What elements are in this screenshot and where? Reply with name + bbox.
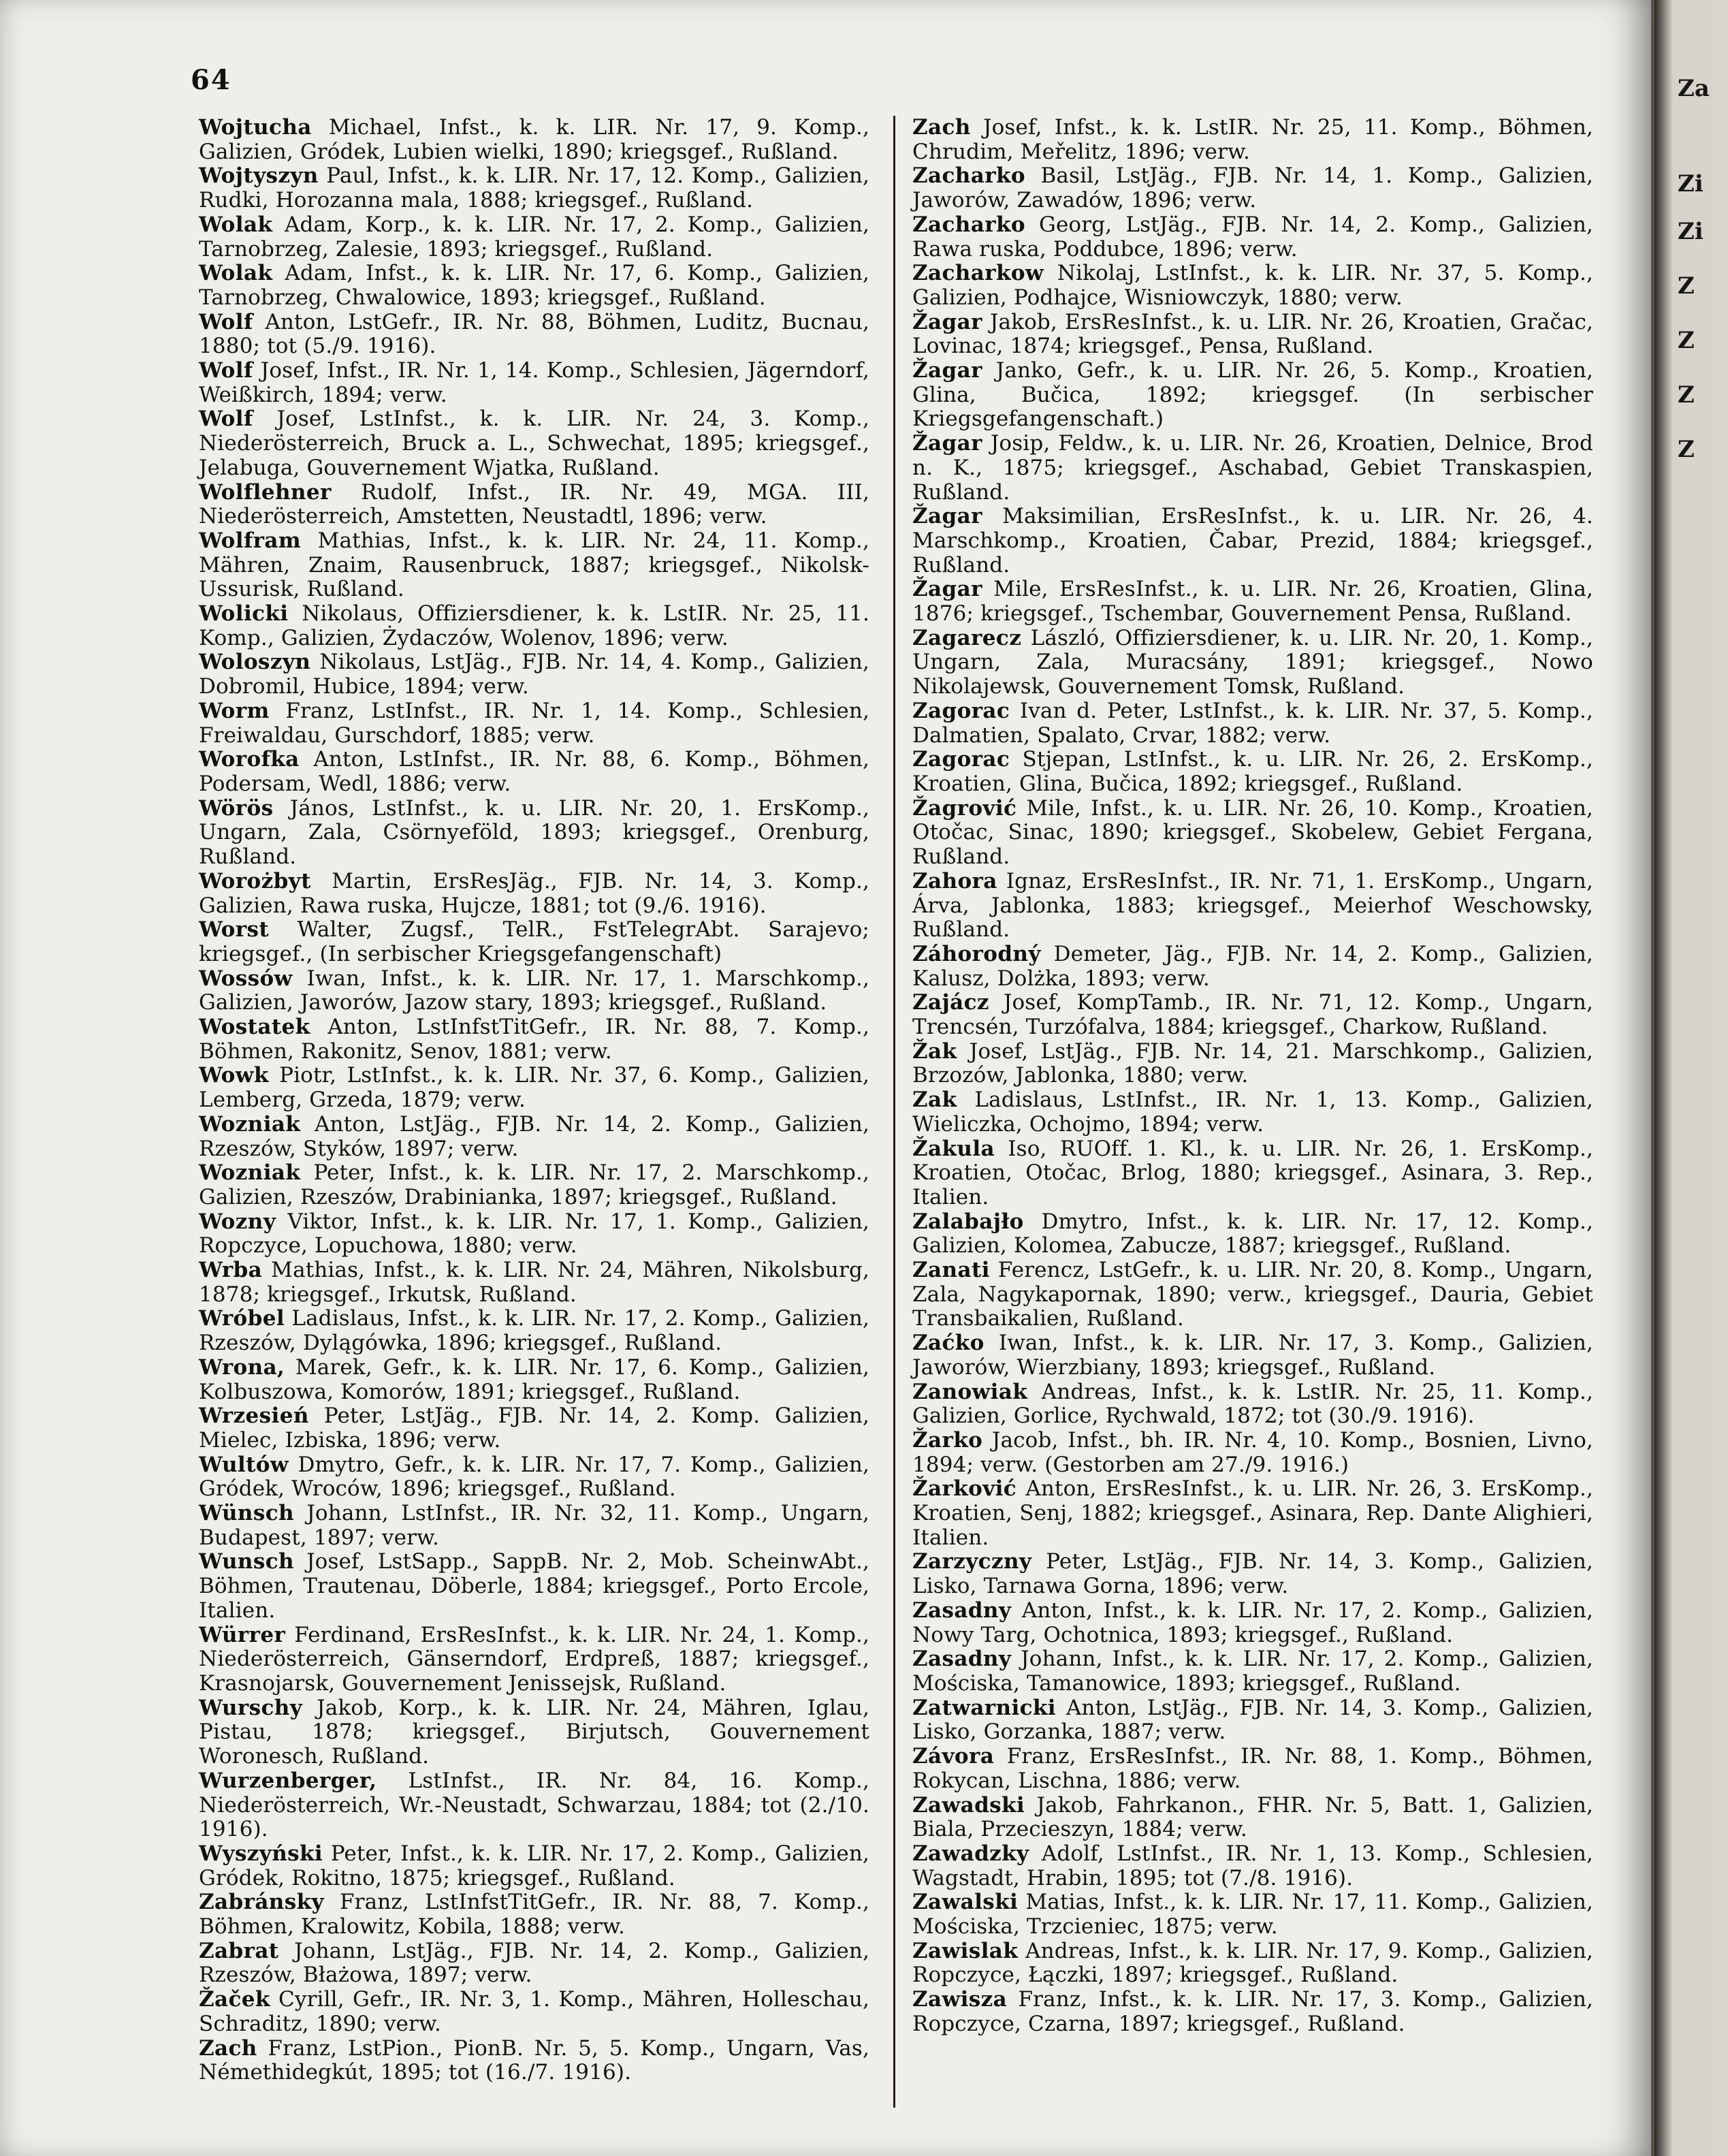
- register-entry: [199, 1939, 869, 1988]
- register-entry: [199, 699, 869, 748]
- entry-details: Demeter, Jäg., FJB. Nr. 14, 2. Komp., Galizien, Kalusz, Dolżka, 1893; verw.: [912, 941, 1593, 991]
- entry-surname: Zacharko: [912, 212, 1025, 237]
- entry-surname: Žakula: [912, 1136, 995, 1161]
- entry-details: Jacob, Infst., bh. IR. Nr. 4, 10. Komp., Bosnien, Livno, 1894; verw. (Gestorben am 27./9. 1916.): [912, 1427, 1593, 1477]
- register-entry: [912, 1137, 1593, 1210]
- register-entry: [912, 1088, 1593, 1137]
- adjacent-page-letter: Za: [1678, 75, 1710, 102]
- entry-surname: Zawadzky: [912, 1841, 1029, 1866]
- entry-surname: Wrzesień: [199, 1404, 309, 1429]
- register-entry: [199, 1015, 869, 1064]
- register-entry: [199, 481, 869, 529]
- entry-details: Iwan, Infst., k. k. LIR. Nr. 17, 1. Marschkomp., Galizien, Jaworów, Jazow stary, 1893; kriegsgef., Rußland.: [199, 966, 869, 1015]
- register-entry: [912, 432, 1593, 505]
- entry-details: Franz, LstInfst., IR. Nr. 1, 14. Komp., Schlesien, Freiwaldau, Gurschdorf, 1885; verw.: [199, 698, 869, 748]
- entry-surname: Wozniak: [199, 1111, 301, 1137]
- register-entry: [199, 407, 869, 480]
- entry-surname: Zach: [199, 2035, 257, 2061]
- adjacent-page-edge: [1654, 0, 1728, 2156]
- adjacent-page-letter: Zi: [1678, 170, 1703, 197]
- entry-details: Franz, LstPion., PionB. Nr. 5, 5. Komp., Ungarn, Vas, Némethidegkút, 1895; tot (16./7. 1916).: [199, 2035, 869, 2085]
- entry-details: Janko, Gefr., k. u. LIR. Nr. 26, 5. Komp., Kroatien, Glina, Bučica, 1892; kriegsgef. (In serbischer Kriegsgefangenschaft.): [912, 358, 1593, 432]
- register-entry: [912, 505, 1593, 577]
- entry-surname: Zawalski: [912, 1890, 1019, 1915]
- entry-surname: Zabránsky: [199, 1890, 324, 1915]
- entry-details: Mathias, Infst., k. k. LIR. Nr. 24, Mähren, Nikolsburg, 1878; kriegsgef., Irkutsk, Rußland.: [199, 1258, 869, 1307]
- register-entry: [199, 748, 869, 796]
- entry-details: Anton, Infst., k. k. LIR. Nr. 17, 2. Komp., Galizien, Nowy Targ, Ochotnica, 1893; kriegsgef., Rußland.: [912, 1598, 1593, 1647]
- entry-surname: Worst: [199, 917, 270, 942]
- entry-surname: Zarzyczny: [912, 1549, 1032, 1574]
- entry-surname: Wojtyszyn: [199, 163, 319, 189]
- entry-surname: Wurschy: [199, 1695, 303, 1720]
- register-entry: [199, 1064, 869, 1112]
- entry-details: Martin, ErsResJäg., FJB. Nr. 14, 3. Komp., Galizien, Rawa ruska, Hujcze, 1881; tot (9./6. 1916).: [199, 868, 869, 918]
- register-entry: [199, 1623, 869, 1696]
- entry-details: Mathias, Infst., k. k. LIR. Nr. 24, 11. Komp., Mähren, Znaim, Rausenbruck, 1887; kriegsgef., Nikolsk-Ussurisk, Rußland.: [199, 528, 869, 602]
- register-entry: [912, 797, 1593, 870]
- register-entry: [199, 1502, 869, 1550]
- register-entry: [199, 1988, 869, 2036]
- entry-surname: Wolf: [199, 309, 253, 334]
- entry-details: LstInfst., IR. Nr. 84, 16. Komp., Niederösterreich, Wr.-Neustadt, Schwarzau, 1884; tot (2./10. 1916).: [199, 1768, 869, 1842]
- entry-details: Peter, Infst., k. k. LIR. Nr. 17, 2. Marschkomp., Galizien, Rzeszów, Drabinianka, 1897; kriegsgef., Rußland.: [199, 1160, 869, 1209]
- register-entry: [912, 577, 1593, 626]
- entry-surname: Zak: [912, 1088, 957, 1113]
- register-entry: [912, 116, 1593, 164]
- entry-details: Josef, KompTamb., IR. Nr. 71, 12. Komp., Ungarn, Trencsén, Turzófalva, 1884; kriegsgef., Charkow, Rußland.: [912, 990, 1593, 1040]
- entry-details: Georg, LstJäg., FJB. Nr. 14, 2. Komp., Galizien, Rawa ruska, Poddubce, 1896; verw.: [912, 212, 1593, 261]
- register-entry: [199, 1550, 869, 1623]
- entry-surname: Wróbel: [199, 1306, 285, 1331]
- entry-details: Ladislaus, Infst., k. k. LIR. Nr. 17, 2. Komp., Galizien, Rzeszów, Dylągówka, 1896; kriegsgef., Rußland.: [199, 1306, 869, 1356]
- register-entry: [199, 1356, 869, 1404]
- register-entry: [912, 164, 1593, 212]
- register-entry: [199, 311, 869, 359]
- register-entry: [199, 1258, 869, 1307]
- entry-surname: Zagorac: [912, 698, 1010, 723]
- entry-surname: Wostatek: [199, 1015, 310, 1040]
- register-entry: [912, 359, 1593, 432]
- entry-details: Marek, Gefr., k. k. LIR. Nr. 17, 6. Komp., Galizien, Kolbuszowa, Komorów, 1891; kriegsgef., Rußland.: [199, 1354, 869, 1404]
- entry-details: Viktor, Infst., k. k. LIR. Nr. 17, 1. Komp., Galizien, Ropczyce, Lopuchowa, 1880; verw.: [199, 1209, 869, 1258]
- entry-surname: Žagar: [912, 309, 982, 334]
- entry-surname: Wünsch: [199, 1501, 294, 1526]
- entry-surname: Zasadny: [912, 1647, 1012, 1672]
- entry-details: Jakob, Fahrkanon., FHR. Nr. 5, Batt. 1, Galizien, Biala, Przecieszyn, 1884; verw.: [912, 1792, 1593, 1842]
- entry-surname: Zabrat: [199, 1938, 279, 1963]
- entry-details: Andreas, Infst., k. k. LIR. Nr. 17, 9. Komp., Galizien, Ropczyce, Łączki, 1897; kriegsgef., Rußland.: [912, 1938, 1593, 1988]
- entry-details: Jakob, ErsResInfst., k. u. LIR. Nr. 26, Kroatien, Gračac, Lovinac, 1874; kriegsgef., Pensa, Rußland.: [912, 309, 1593, 359]
- register-entry: [912, 1939, 1593, 1988]
- register-entry: [912, 942, 1593, 991]
- entry-surname: Žagar: [912, 431, 982, 456]
- register-entry: [912, 1696, 1593, 1745]
- entry-surname: Žagar: [912, 358, 982, 383]
- adjacent-page-letter: Z: [1678, 272, 1695, 300]
- register-entry: [912, 627, 1593, 699]
- entry-details: Matias, Infst., k. k. LIR. Nr. 17, 11. Komp., Galizien, Mościska, Trzcieniec, 1875; verw.: [912, 1890, 1593, 1939]
- register-entry: [199, 797, 869, 870]
- register-entry: [199, 261, 869, 310]
- entry-surname: Zach: [912, 115, 971, 140]
- register-entry: [912, 1794, 1593, 1842]
- entry-surname: Žagrović: [912, 795, 1017, 821]
- entry-surname: Zasadny: [912, 1598, 1012, 1623]
- entry-details: Josef, LstJäg., FJB. Nr. 14, 21. Marschkomp., Galizien, Brzozów, Jablonka, 1880; verw.: [912, 1039, 1593, 1088]
- entry-details: Andreas, Infst., k. k. LstIR. Nr. 25, 11. Komp., Galizien, Gorlice, Rychwald, 1872; tot (30./9. 1916).: [912, 1379, 1593, 1429]
- entry-details: Adam, Infst., k. k. LIR. Nr. 17, 6. Komp., Galizien, Tarnobrzeg, Chwalowice, 1893; kriegsgef., Rußland.: [199, 261, 869, 310]
- left-column: [199, 116, 869, 2085]
- entry-details: Piotr, LstInfst., k. k. LIR. Nr. 37, 6. Komp., Galizien, Lemberg, Grzeda, 1879; verw.: [199, 1063, 869, 1113]
- entry-surname: Worofka: [199, 747, 300, 772]
- entry-surname: Worm: [199, 698, 270, 723]
- register-entry: [199, 1404, 869, 1453]
- register-entry: [199, 1210, 869, 1258]
- entry-details: Adam, Korp., k. k. LIR. Nr. 17, 2. Komp., Galizien, Tarnobrzeg, Zalesie, 1893; kriegsgef., Rußland.: [199, 212, 869, 261]
- entry-surname: Žak: [912, 1039, 957, 1064]
- entry-surname: Wunsch: [199, 1549, 294, 1574]
- entry-details: Ferdinand, ErsResInfst., k. k. LIR. Nr. 24, 1. Komp., Niederösterreich, Gänserndorf, Erdpreß, 1887; kriegsgef., Krasnojarsk, Gouvernement Jenissejsk, Rußland.: [199, 1622, 869, 1696]
- register-entry: [199, 1113, 869, 1161]
- entry-surname: Wrona,: [199, 1354, 285, 1380]
- entry-details: Maksimilian, ErsResInfst., k. u. LIR. Nr. 26, 4. Marschkomp., Kroatien, Čabar, Prezid, 1884; kriegsgef., Rußland.: [912, 504, 1593, 577]
- register-entry: [912, 1647, 1593, 1696]
- entry-details: Peter, Infst., k. k. LIR. Nr. 17, 2. Komp., Galizien, Gródek, Rokitno, 1875; kriegsgef., Rußland.: [199, 1841, 869, 1890]
- entry-details: Iso, RUOff. 1. Kl., k. u. LIR. Nr. 26, 1. ErsKomp., Kroatien, Otočac, Brlog, 1880; kriegsgef., Asinara, 3. Rep., Italien.: [912, 1136, 1593, 1209]
- register-entry: [912, 1988, 1593, 2036]
- entry-surname: Zanowiak: [912, 1379, 1028, 1404]
- entry-surname: Žarko: [912, 1427, 983, 1453]
- entry-details: Dmytro, Infst., k. k. LIR. Nr. 17, 12. Komp., Galizien, Kolomea, Zabucze, 1887; kriegsgef., Rußland.: [912, 1209, 1593, 1258]
- entry-details: Ladislaus, LstInfst., IR. Nr. 1, 13. Komp., Galizien, Wieliczka, Ochojmo, 1894; verw.: [912, 1088, 1593, 1137]
- entry-details: Anton, LstInfst., IR. Nr. 88, 6. Komp., Böhmen, Podersam, Wedl, 1886; verw.: [199, 747, 869, 796]
- entry-surname: Wolicki: [199, 601, 289, 627]
- entry-surname: Zagarecz: [912, 625, 1022, 650]
- entry-details: Jakob, Korp., k. k. LIR. Nr. 24, Mähren, Iglau, Pistau, 1878; kriegsgef., Birjutsch, Gouvernement Woronesch, Rußland.: [199, 1695, 869, 1769]
- entry-surname: Zatwarnicki: [912, 1695, 1056, 1720]
- entry-surname: Zalabajło: [912, 1209, 1024, 1234]
- entry-surname: Wrba: [199, 1258, 263, 1283]
- register-entry: [912, 1745, 1593, 1793]
- adjacent-page-letter: Z: [1678, 327, 1695, 354]
- page-number: 64: [191, 64, 231, 96]
- entry-surname: Wurzenberger,: [199, 1768, 377, 1793]
- entry-surname: Zacharko: [912, 163, 1025, 189]
- register-entry: [199, 870, 869, 918]
- entry-surname: Wozny: [199, 1209, 276, 1234]
- entry-details: Peter, LstJäg., FJB. Nr. 14, 2. Komp. Galizien, Mielec, Izbiska, 1896; verw.: [199, 1404, 869, 1453]
- register-entry: [912, 1380, 1593, 1429]
- register-entry: [199, 1842, 869, 1890]
- entry-details: Franz, ErsResInfst., IR. Nr. 88, 1. Komp., Böhmen, Rokycan, Lischna, 1886; verw.: [912, 1744, 1593, 1793]
- column-divider: [893, 116, 895, 2108]
- adjacent-page-letter: Z: [1678, 436, 1695, 463]
- entry-surname: Žaček: [199, 1987, 270, 2012]
- entry-details: Walter, Zugsf., TelR., FstTelegrAbt. Sarajevo; kriegsgef., (In serbischer Kriegsgefangenschaft): [199, 917, 869, 966]
- register-entry: [912, 1550, 1593, 1598]
- entry-surname: Woloszyn: [199, 650, 311, 675]
- entry-surname: Wörös: [199, 795, 274, 821]
- register-entry: [912, 748, 1593, 796]
- register-entry: [199, 1307, 869, 1355]
- adjacent-page-letter: Zi: [1678, 218, 1703, 245]
- entry-details: Josef, LstInfst., k. k. LIR. Nr. 24, 3. Komp., Niederösterreich, Bruck a. L., Schwechat, 1895; kriegsgef., Jelabuga, Gouvernement Wjatka, Rußland.: [199, 407, 869, 480]
- entry-details: Paul, Infst., k. k. LIR. Nr. 17, 12. Komp., Galizien, Rudki, Horozanna mala, 1888; kriegsgef., Rußland.: [199, 163, 869, 213]
- register-entry: [199, 1696, 869, 1769]
- register-entry: [912, 699, 1593, 748]
- entry-details: Johann, LstJäg., FJB. Nr. 14, 2. Komp., Galizien, Rzeszów, Błażowa, 1897; verw.: [199, 1938, 869, 1988]
- register-entry: [199, 213, 869, 261]
- entry-surname: Zawislak: [912, 1938, 1019, 1963]
- entry-surname: Wolak: [199, 212, 273, 237]
- entry-details: László, Offiziersdiener, k. u. LIR. Nr. 20, 1. Komp., Ungarn, Zala, Muracsány, 1891; kriegsgef., Nowo Nikolajewsk, Gouvernement Tomsk, Rußland.: [912, 625, 1593, 699]
- adjacent-page-letter: Z: [1678, 381, 1695, 409]
- entry-surname: Zacharkow: [912, 261, 1044, 286]
- entry-details: Ferencz, LstGefr., k. u. LIR. Nr. 20, 8. Komp., Ungarn, Zala, Nagykapornak, 1890; verw., kriegsgef., Dauria, Gebiet Transbaikalien, Rußland.: [912, 1258, 1593, 1331]
- entry-details: Anton, ErsResInfst., k. u. LIR. Nr. 26, 3. ErsKomp., Kroatien, Senj, 1882; kriegsgef., Asinara, Rep. Dante Alighieri, Italien.: [912, 1476, 1593, 1550]
- entry-surname: Zawisza: [912, 1987, 1008, 2012]
- register-entry: [912, 311, 1593, 359]
- entry-details: Anton, LstInfstTitGefr., IR. Nr. 88, 7. Komp., Böhmen, Rakonitz, Senov, 1881; verw.: [199, 1015, 869, 1064]
- register-entry: [912, 261, 1593, 310]
- entry-surname: Wolfram: [199, 528, 302, 553]
- register-entry: [912, 1331, 1593, 1380]
- register-entry: [199, 529, 869, 602]
- entry-surname: Wolf: [199, 358, 253, 383]
- register-entry: [912, 1599, 1593, 1647]
- entry-surname: Zajácz: [912, 990, 989, 1015]
- register-entry: [912, 991, 1593, 1039]
- register-entry: [199, 1769, 869, 1842]
- entry-details: Franz, LstInfstTitGefr., IR. Nr. 88, 7. Komp., Böhmen, Kralowitz, Kobila, 1888; verw.: [199, 1890, 869, 1939]
- entry-details: Adolf, LstInfst., IR. Nr. 1, 13. Komp., Schlesien, Wagstadt, Hrabin, 1895; tot (7./8. 1916).: [912, 1841, 1593, 1890]
- entry-surname: Zahora: [912, 868, 997, 893]
- entry-details: Anton, LstGefr., IR. Nr. 88, Böhmen, Luditz, Bucnau, 1880; tot (5./9. 1916).: [199, 309, 869, 359]
- entry-surname: Wolflehner: [199, 479, 332, 505]
- entry-details: Anton, LstJäg., FJB. Nr. 14, 2. Komp., Galizien, Rzeszów, Styków, 1897; verw.: [199, 1111, 869, 1161]
- register-entry: [199, 116, 869, 164]
- register-entry: [912, 1258, 1593, 1331]
- entry-surname: Wozniak: [199, 1160, 301, 1186]
- entry-details: János, LstInfst., k. u. LIR. Nr. 20, 1. ErsKomp., Ungarn, Zala, Csörnyeföld, 1893; kriegsgef., Orenburg, Rußland.: [199, 795, 869, 870]
- entry-surname: Závora: [912, 1744, 995, 1769]
- entry-surname: Wultów: [199, 1452, 289, 1477]
- register-entry: [199, 2037, 869, 2085]
- register-entry: [199, 602, 869, 650]
- entry-surname: Zawadski: [912, 1792, 1025, 1818]
- entry-details: Cyrill, Gefr., IR. Nr. 3, 1. Komp., Mähren, Holleschau, Schraditz, 1890; verw.: [199, 1987, 869, 2036]
- entry-details: Dmytro, Gefr., k. k. LIR. Nr. 17, 7. Komp., Galizien, Gródek, Wroców, 1896; kriegsgef., Rußland.: [199, 1452, 869, 1502]
- entry-details: Ivan d. Peter, LstInfst., k. k. LIR. Nr. 37, 5. Komp., Dalmatien, Spalato, Crvar, 1882; verw.: [912, 698, 1593, 748]
- entry-surname: Žagar: [912, 504, 982, 529]
- entry-details: Nikolaus, Offiziersdiener, k. k. LstIR. Nr. 25, 11. Komp., Galizien, Żydaczów, Wolenov, 1896; verw.: [199, 601, 869, 650]
- entry-details: Josef, Infst., k. k. LstIR. Nr. 25, 11. Komp., Böhmen, Chrudim, Meřelitz, 1896; verw.: [912, 115, 1593, 164]
- entry-surname: Wojtucha: [199, 115, 312, 140]
- entry-details: Peter, LstJäg., FJB. Nr. 14, 3. Komp., Galizien, Lisko, Tarnawa Gorna, 1896; verw.: [912, 1549, 1593, 1599]
- register-entry: [912, 870, 1593, 942]
- entry-surname: Zagorac: [912, 747, 1010, 772]
- entry-details: Ignaz, ErsResInfst., IR. Nr. 71, 1. ErsKomp., Ungarn, Árva, Jablonka, 1883; kriegsgef., Meierhof Weschowsky, Rußland.: [912, 868, 1593, 942]
- entry-details: Franz, Infst., k. k. LIR. Nr. 17, 3. Komp., Galizien, Ropczyce, Czarna, 1897; kriegsgef., Rußland.: [912, 1987, 1593, 2036]
- register-entry: [912, 1477, 1593, 1550]
- entry-surname: Würrer: [199, 1622, 286, 1647]
- entry-details: Josip, Feldw., k. u. LIR. Nr. 26, Kroatien, Delnice, Brod n. K., 1875; kriegsgef., Aschabad, Gebiet Transkaspien, Rußland.: [912, 431, 1593, 505]
- entry-surname: Zanati: [912, 1258, 990, 1283]
- register-entry: [199, 359, 869, 407]
- entry-details: Mile, Infst., k. u. LIR. Nr. 26, 10. Komp., Kroatien, Otočac, Sinac, 1890; kriegsgef., Skobelew, Gebiet Fergana, Rußland.: [912, 795, 1593, 870]
- register-entry: [912, 1842, 1593, 1890]
- entry-details: Mile, ErsResInfst., k. u. LIR. Nr. 26, Kroatien, Glina, 1876; kriegsgef., Tschembar, Gouvernement Pensa, Rußland.: [912, 577, 1593, 627]
- entry-details: Basil, LstJäg., FJB. Nr. 14, 1. Komp., Galizien, Jaworów, Zawadów, 1896; verw.: [912, 163, 1593, 213]
- right-column: [912, 116, 1593, 2037]
- entry-surname: Žarković: [912, 1476, 1017, 1502]
- entry-details: Iwan, Infst., k. k. LIR. Nr. 17, 3. Komp., Galizien, Jaworów, Wierzbiany, 1893; kriegsgef., Rußland.: [912, 1331, 1593, 1380]
- register-entry: [199, 164, 869, 212]
- entry-surname: Wossów: [199, 966, 293, 991]
- entry-details: Stjepan, LstInfst., k. u. LIR. Nr. 26, 2. ErsKomp., Kroatien, Glina, Bučica, 1892; kriegsgef., Rußland.: [912, 747, 1593, 796]
- entry-surname: Wyszyński: [199, 1841, 323, 1866]
- register-entry: [912, 1890, 1593, 1939]
- register-entry: [912, 213, 1593, 261]
- register-entry: [912, 1040, 1593, 1088]
- entry-surname: Žagar: [912, 577, 982, 602]
- register-entry: [199, 918, 869, 966]
- entry-details: Josef, Infst., IR. Nr. 1, 14. Komp., Schlesien, Jägerndorf, Weißkirch, 1894; verw.: [199, 358, 869, 407]
- entry-details: Nikolaus, LstJäg., FJB. Nr. 14, 4. Komp., Galizien, Dobromil, Hubice, 1894; verw.: [199, 650, 869, 699]
- register-entry: [912, 1429, 1593, 1477]
- entry-surname: Záhorodný: [912, 941, 1041, 966]
- entry-surname: Zaćko: [912, 1331, 985, 1356]
- entry-surname: Worożbyt: [199, 868, 311, 893]
- entry-details: Josef, LstSapp., SappB. Nr. 2, Mob. ScheinwAbt., Böhmen, Trautenau, Döberle, 1884; kriegsgef., Porto Ercole, Italien.: [199, 1549, 869, 1623]
- register-entry: [199, 650, 869, 699]
- register-entry: [199, 1161, 869, 1209]
- entry-details: Johann, LstInfst., IR. Nr. 32, 11. Komp., Ungarn, Budapest, 1897; verw.: [199, 1501, 869, 1550]
- entry-surname: Wolak: [199, 261, 273, 286]
- entry-details: Michael, Infst., k. k. LIR. Nr. 17, 9. Komp., Galizien, Gródek, Lubien wielki, 1890; kriegsgef., Rußland.: [199, 115, 869, 164]
- entry-details: Anton, LstJäg., FJB. Nr. 14, 3. Komp., Galizien, Lisko, Gorzanka, 1887; verw.: [912, 1695, 1593, 1745]
- register-entry: [199, 1453, 869, 1502]
- register-entry: [912, 1210, 1593, 1258]
- entry-details: Johann, Infst., k. k. LIR. Nr. 17, 2. Komp., Galizien, Mościska, Tamanowice, 1893; kriegsgef., Rußland.: [912, 1647, 1593, 1696]
- entry-surname: Wowk: [199, 1063, 269, 1088]
- register-entry: [199, 967, 869, 1015]
- register-entry: [199, 1890, 869, 1939]
- entry-details: Nikolaj, LstInfst., k. k. LIR. Nr. 37, 5. Komp., Galizien, Podhajce, Wisniowczyk, 1880; verw.: [912, 261, 1593, 310]
- entry-surname: Wolf: [199, 407, 253, 432]
- entry-details: Rudolf, Infst., IR. Nr. 49, MGA. III, Niederösterreich, Amstetten, Neustadtl, 1896; verw.: [199, 479, 869, 529]
